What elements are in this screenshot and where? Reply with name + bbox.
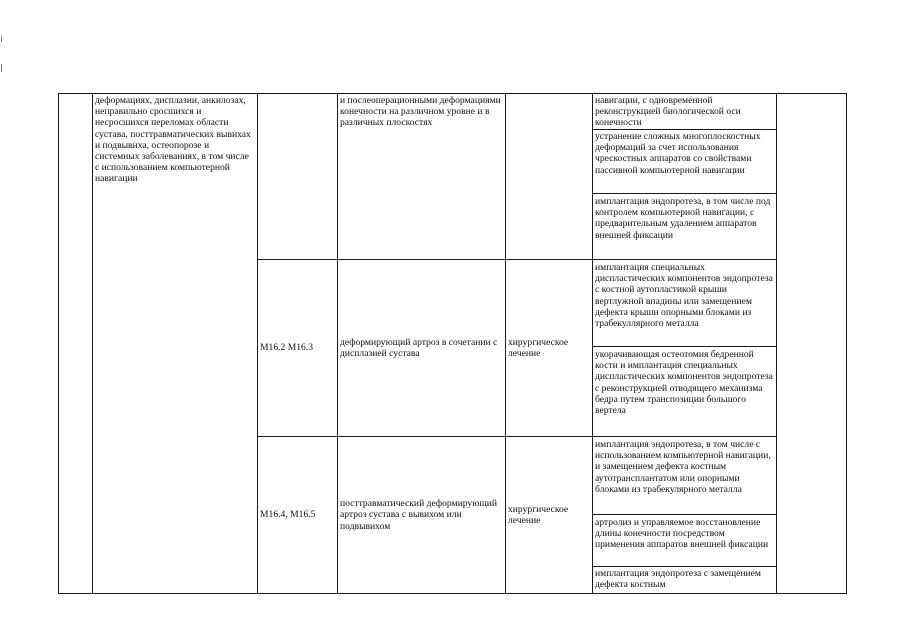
- column-divider: [92, 93, 93, 594]
- indications-cell: деформациях, дисплазии, анкилозах, неправильно сросшихся и несросшихся переломах области сустава, посттравматических вывихах и подвывиха, остеопорозе и системных заболеваниях, в том числе с использованием компьютерной навигации: [95, 95, 251, 185]
- diagnosis-cell: [340, 260, 502, 436]
- icd-codes-cell: [260, 437, 336, 593]
- treatment-cell: [508, 437, 590, 593]
- column-divider: [776, 93, 777, 594]
- treatment-cell: [508, 260, 590, 436]
- column-divider: [592, 93, 593, 594]
- row-divider: [592, 129, 777, 130]
- column-divider: [337, 93, 338, 594]
- row-divider: [592, 514, 777, 515]
- method-cell: имплантация эндопротеза, в том числе с использованием компьютерной навигации, и замещением дефекта костным аутотрансплантатом или опорными блоками из трабекулярного металла: [595, 439, 771, 495]
- method-cell: устранение сложных многоплоскостных деформаций за счет использования чрескостных аппаратов со свойствами пассивной компьютерной навигации: [595, 131, 761, 176]
- treatment-text: хирургическое лечение: [508, 503, 569, 526]
- diagnosis-cell: и послеоперационными деформациями конечности на различном уровне и в различных плоскостях: [340, 95, 501, 129]
- method-cell: артролиз и управляемое восстановление длины конечности посредством применения аппаратов внешней фиксации: [595, 517, 769, 551]
- icd-codes: M16.2 M16.3: [260, 342, 314, 354]
- row-divider: [592, 193, 777, 194]
- diagnosis-cell: [340, 437, 502, 593]
- table-border: [58, 93, 59, 594]
- scan-mark: [1, 64, 2, 72]
- scan-mark: [1, 36, 2, 42]
- diagnosis-text: посттравматический деформирующий артроз сустава с вывихом или подвывихом: [340, 498, 498, 532]
- table-border: [846, 93, 847, 594]
- icd-codes: M16.4, M16.5: [260, 509, 316, 521]
- icd-codes-cell: [260, 260, 336, 436]
- table-border: [58, 93, 847, 94]
- column-divider: [257, 93, 258, 594]
- method-cell: имплантация специальных диспластических компонентов эндопротеза с костной аутопластикой крыши вертлужной впадины или замещением дефекта крыши опорными блоками из трабекуллярного металла: [595, 262, 773, 330]
- table-border: [58, 593, 847, 594]
- diagnosis-text: деформирующий артроз в сочетании с дисплазией сустава: [340, 336, 498, 359]
- column-divider: [505, 93, 506, 594]
- method-cell: имплантация эндопротеза, в том числе под контролем компьютерной навигации, с предварительным удалением аппаратов внешней фиксации: [595, 196, 771, 241]
- row-divider: [592, 566, 777, 567]
- method-cell: имплантация эндопротеза с замещением дефекта костным: [595, 568, 761, 591]
- row-divider: [592, 346, 777, 347]
- method-cell: навигации, с одновременной реконструкцией биологической оси конечности: [595, 95, 741, 129]
- method-cell: укорачивающая остеотомия бедренной кости и имплантация специальных диспластических компонентов эндопротеза с реконструкцией отводящего механизма бедра путем транспозиции большого вертела: [595, 349, 773, 417]
- treatment-text: хирургическое лечение: [508, 336, 569, 359]
